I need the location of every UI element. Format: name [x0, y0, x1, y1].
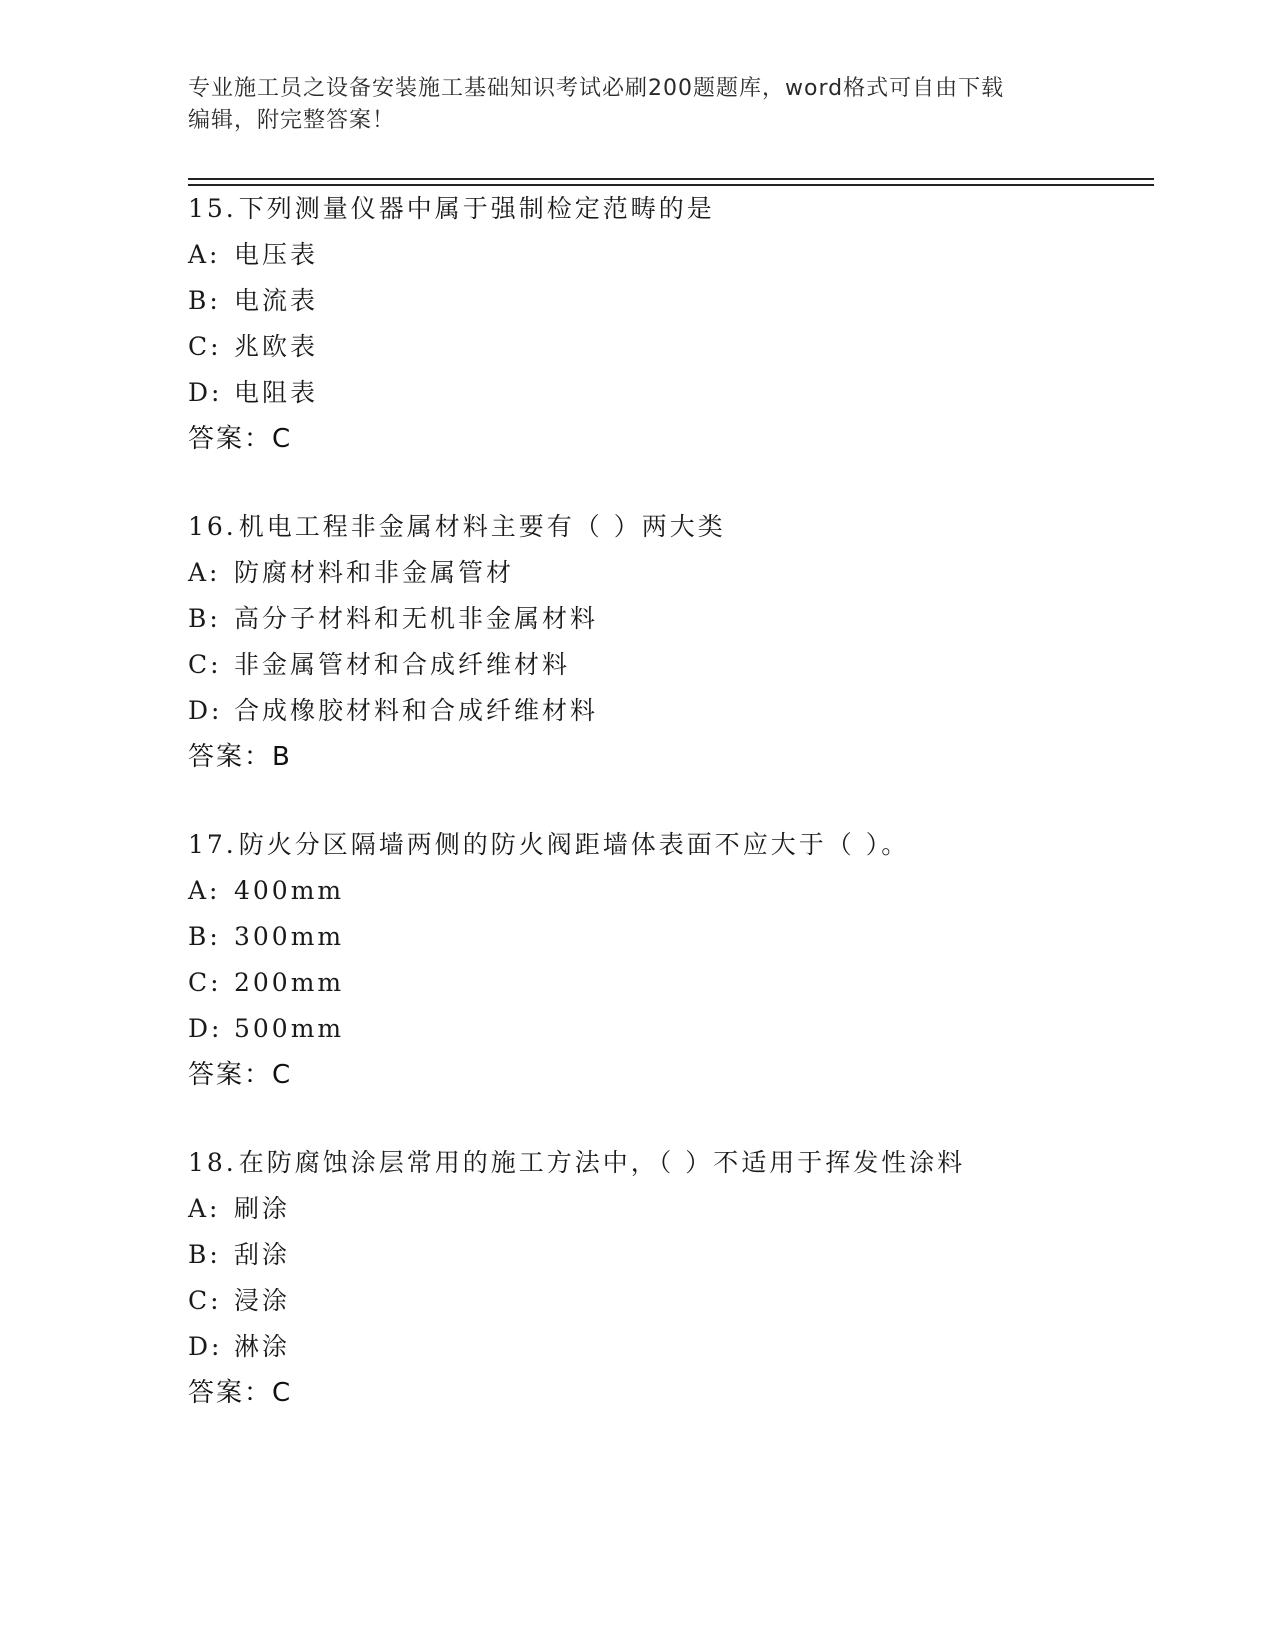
question-number: 15.	[188, 194, 237, 223]
option-key: C:	[188, 332, 222, 361]
option-key: D:	[188, 1332, 223, 1361]
option-key: A:	[188, 240, 221, 269]
option-key: D:	[188, 1014, 223, 1043]
option-c	[188, 324, 1148, 370]
question-text: 防火分区隔墙两侧的防火阀距墙体表面不应大于（ ）。	[238, 830, 910, 859]
option-text: 淋涂	[234, 1332, 291, 1361]
document-header	[188, 73, 1088, 137]
option-c	[188, 960, 1148, 1006]
question-title	[188, 504, 1148, 550]
option-c	[188, 642, 1148, 688]
answer-line: 答案：C	[188, 1378, 293, 1408]
option-key: B:	[188, 1240, 221, 1269]
question-title	[188, 1140, 1148, 1186]
option-a	[188, 868, 1148, 914]
answer-line: 答案：C	[188, 424, 293, 454]
option-d	[188, 370, 1148, 416]
option-text: 高分子材料和无机非金属材料	[234, 604, 599, 633]
option-text: 合成橡胶材料和合成纤维材料	[234, 696, 599, 725]
option-b	[188, 596, 1148, 642]
option-key: B:	[188, 286, 221, 315]
option-a	[188, 550, 1148, 596]
option-text: 500mm	[234, 1014, 345, 1043]
option-key: C:	[188, 968, 222, 997]
header-line-1: 专业施工员之设备安装施工基础知识考试必刷200题题库，word格式可自由下载	[188, 76, 1005, 101]
option-text: 400mm	[234, 876, 345, 905]
option-a	[188, 1186, 1148, 1232]
option-a	[188, 232, 1148, 278]
option-text: 电压表	[234, 240, 319, 269]
answer-line: 答案：C	[188, 1060, 293, 1090]
option-c	[188, 1278, 1148, 1324]
header-divider-top	[188, 178, 1154, 180]
option-key: B:	[188, 922, 221, 951]
option-key: C:	[188, 1286, 222, 1315]
question-text: 下列测量仪器中属于强制检定范畴的是	[238, 194, 715, 223]
question-title	[188, 822, 1148, 868]
option-b	[188, 278, 1148, 324]
option-d	[188, 688, 1148, 734]
option-d	[188, 1006, 1148, 1052]
option-text: 电阻表	[234, 378, 319, 407]
option-text: 浸涂	[234, 1286, 291, 1315]
question-text: 在防腐蚀涂层常用的施工方法中，（ ）不适用于挥发性涂料	[238, 1148, 966, 1177]
option-b	[188, 914, 1148, 960]
question-number: 16.	[188, 512, 237, 541]
option-key: B:	[188, 604, 221, 633]
option-key: A:	[188, 1194, 221, 1223]
header-line-2: 编辑，附完整答案！	[188, 108, 396, 133]
question-number: 18.	[188, 1148, 237, 1177]
question-title	[188, 186, 1148, 232]
option-b	[188, 1232, 1148, 1278]
question-block-18	[188, 1140, 1148, 1416]
option-text: 刮涂	[234, 1240, 291, 1269]
option-text: 防腐材料和非金属管材	[234, 558, 515, 587]
option-key: D:	[188, 696, 223, 725]
option-text: 300mm	[234, 922, 345, 951]
option-key: A:	[188, 558, 221, 587]
option-text: 刷涂	[234, 1194, 291, 1223]
option-d	[188, 1324, 1148, 1370]
option-key: C:	[188, 650, 222, 679]
option-key: D:	[188, 378, 223, 407]
question-block-16	[188, 504, 1148, 780]
question-block-15	[188, 186, 1148, 462]
answer-line: 答案：B	[188, 742, 292, 772]
option-text: 兆欧表	[234, 332, 319, 361]
option-text: 非金属管材和合成纤维材料	[234, 650, 571, 679]
option-text: 电流表	[234, 286, 319, 315]
question-block-17	[188, 822, 1148, 1098]
option-text: 200mm	[234, 968, 345, 997]
question-number: 17.	[188, 830, 237, 859]
option-key: A:	[188, 876, 221, 905]
question-text: 机电工程非金属材料主要有（ ）两大类	[238, 512, 726, 541]
